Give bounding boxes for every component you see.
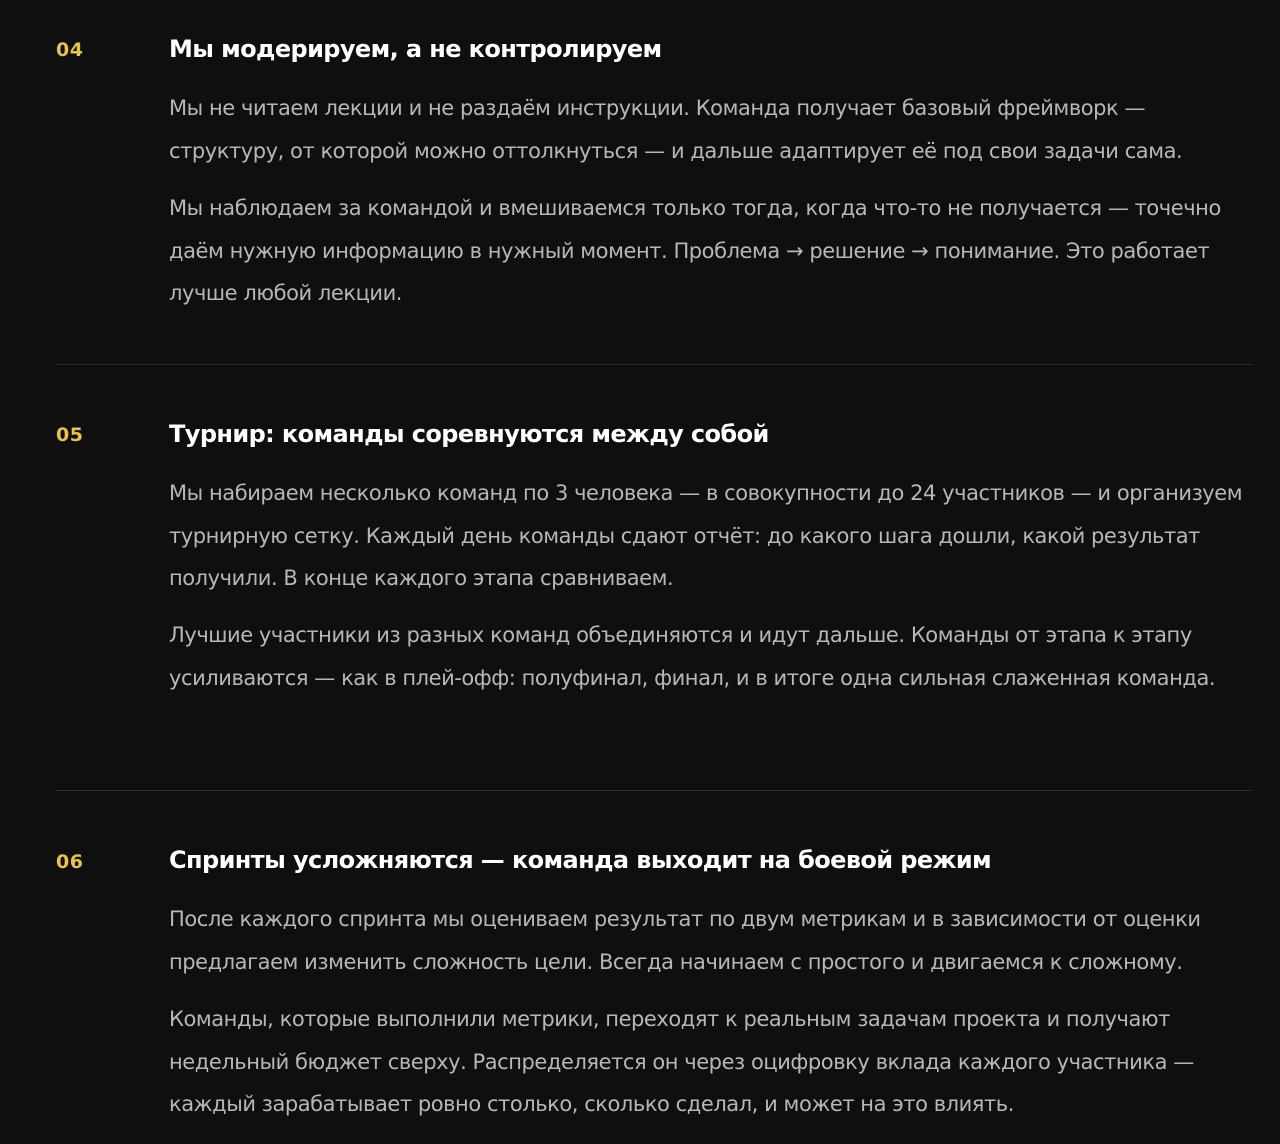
step-paragraph: Мы набираем несколько команд по 3 человека — в совокупности до 24 участников — и организуем турнирную сетку. Каждый день команды сдают отчёт: до какого шага дошли, какой результат получили. В конце каждого этапа сравниваем.: [169, 481, 1243, 590]
step-paragraph: Мы не читаем лекции и не раздаём инструкции. Команда получает базовый фреймворк — структуру, от которой можно оттолкнуться — и дальше адаптирует её под свои задачи сама.: [169, 96, 1183, 163]
step-title: Мы модерируем, а не контролируем: [169, 35, 662, 63]
step-title: Турнир: команды соревнуются между собой: [169, 420, 769, 448]
step-paragraph: Команды, которые выполнили метрики, переходят к реальным задачам проекта и получают недельный бюджет сверху. Распределяется он через оцифровку вклада каждого участника — каждый зарабатывает ровно столько, сколько сделал, и может на это влиять.: [169, 1007, 1194, 1116]
step-number: 05: [56, 424, 84, 446]
step-paragraph: После каждого спринта мы оцениваем результат по двум метрикам и в зависимости от оценки предлагаем изменить сложность цели. Всегда начинаем с простого и двигаемся к сложному.: [169, 907, 1201, 974]
step-number: 04: [56, 39, 84, 61]
step-number: 06: [56, 851, 84, 873]
section-divider: [56, 790, 1252, 791]
step-paragraph: Лучшие участники из разных команд объединяются и идут дальше. Команды от этапа к этапу усиливаются — как в плей-офф: полуфинал, финал, и в итоге одна сильная слаженная команда.: [169, 623, 1216, 690]
section-divider: [56, 364, 1252, 365]
step-title: Спринты усложняются — команда выходит на боевой режим: [169, 846, 992, 874]
step-paragraph: Мы наблюдаем за командой и вмешиваемся только тогда, когда что-то не получается — точечно даём нужную информацию в нужный момент. Проблема → решение → понимание. Это работает лучше любой лекции.: [169, 196, 1221, 305]
